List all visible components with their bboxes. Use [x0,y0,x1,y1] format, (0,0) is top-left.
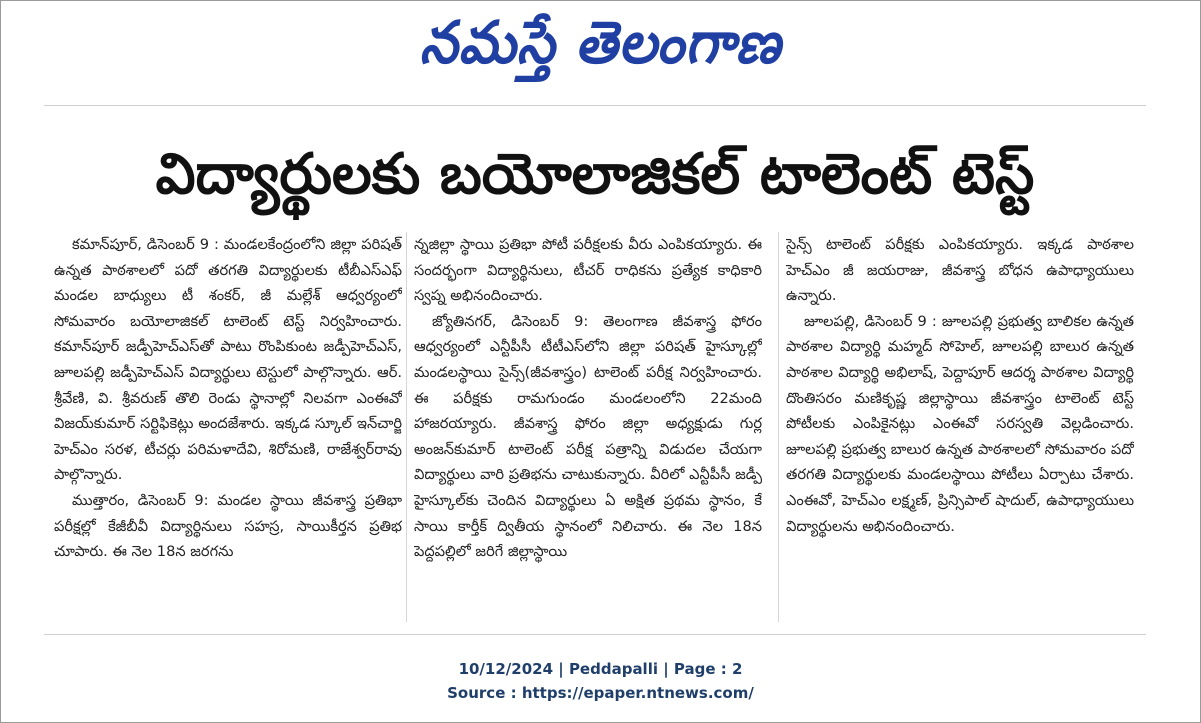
article-column-2 [414,232,762,624]
article-paragraph: జూలపల్లి, డిసెంబర్ 9 : జూలపల్లి ప్రభుత్వ బాలికల ఉన్నత పాఠశాల విద్యార్థి మహ్మద్ సోహెల్, జూలపల్లి బాలుర ఉన్నత పాఠశాల విద్యార్థి అభిలాష్, పెద్దాపూర్ ఆదర్శ పాఠశాల విద్యార్థి దొంతిసరం మణికృష్ణ జిల్లాస్థాయి జీవశాస్త్రం టాలెంట్ టెస్ట్ పోటీలకు ఎంపికైనట్లు ఎంఈవో సరస్వతి వెల్లడించారు. జూలపల్లి ప్రభుత్వ బాలుర ఉన్నత పాఠశాలలో సోమవారం పదో తరగతి విద్యార్థులకు మండలస్థాయి పోటీలు ఏర్పాటు చేశారు. ఎంఈవో, హెచ్‌ఎం లక్ష్మణ్, ప్రిన్సిపాల్ షాదుల్, ఉపాధ్యాయులు విద్యార్థులను అభినందించారు. [786,312,1134,535]
article-column-3 [786,232,1134,624]
article-paragraph: కమాన్‌పూర్, డిసెంబర్ 9 : మండలకేంద్రంలోని జిల్లా పరిషత్ ఉన్నత పాఠశాలలో పదో తరగతి విద్యార్థులకు టీబీఎస్‌ఎఫ్ మండల బాధ్యులు టీ శంకర్, జీ మల్లేశ్ ఆధ్వర్యంలో సోమవారం బయోలాజికల్ టాలెంట్ టెస్ట్ నిర్వహించారు. కమాన్‌పూర్ జడ్పీహెచ్‌ఎస్‌తో పాటు రొంపికుంట జడ్పీహెచ్‌ఎస్, జూలపల్లి జడ్పీహెచ్‌ఎస్ విద్యార్థులు టెస్టులో పాల్గొన్నారు. ఆర్. శ్రీవేణి, వి. శ్రీవరుణ్ తొలి రెండు స్థానాల్లో నిలవగా ఎంఈవో విజయ్‌కుమార్ సర్టిఫికెట్లు అందజేశారు. ఇక్కడ స్కూల్ ఇన్‌చార్జి హెచ్‌ఎం సరళ, టీచర్లు పరిమళాదేవి, శిరోమణి, రాజేశ్వర్‌రావు పాల్గొన్నారు. [54,236,402,484]
edition-info: 10/12/2024 | Peddapalli | Page : 2 [458,660,743,678]
source-link[interactable]: Source : https://epaper.ntnews.com/ [447,684,754,702]
column-divider [778,232,779,622]
article-paragraph: జ్యోతినగర్, డిసెంబర్ 9: తెలంగాణ జీవశాస్త్ర ఫోరం ఆధ్వర్యంలో ఎన్టీపీసీ టీటీఎస్‌లోని జిల్లా పరిషత్ హైస్కూల్లో మండలస్థాయి సైన్స్(జీవశాస్త్రం) టాలెంట్ పరీక్ష నిర్వహించారు. ఈ పరీక్షకు రామగుండం మండలంలోని 22మంది హాజరయ్యారు. జీవశాస్త్ర ఫోరం జిల్లా అధ్యక్షుడు గుర్ల అంజన్‌కుమార్ టాలెంట్ పరీక్ష పత్రాన్ని విడుదల చేయగా విద్యార్థులు వారి ప్రతిభను చాటుకున్నారు. వీరిలో ఎన్టీపీసీ జడ్పీ హైస్కూల్‌కు చెందిన విద్యార్థులు ఏ అక్షిత ప్రథమ స్థానం, కే సాయి కార్తీక్ ద్వితీయ స్థానంలో నిలిచారు. ఈ నెల 18న పెద్దపల్లిలో జరిగే జిల్లాస్థాయి [414,312,762,561]
column-divider [406,232,407,622]
article-paragraph: సైన్స్ టాలెంట్ పరీక్షకు ఎంపికయ్యారు. ఇక్కడ పాఠశాల హెచ్‌ఎం జీ జయరాజు, జీవశాస్త్ర బోధన ఉపాధ్యాయులు ఉన్నారు. [786,236,1134,305]
top-divider [44,105,1146,106]
article-headline: విద్యార్థులకు బయోలాజికల్ టాలెంట్ టెస్ట్ [155,142,1035,207]
bottom-divider [44,634,1146,635]
masthead [0,4,1201,84]
article-body [40,232,1150,624]
article-paragraph: న్నజిల్లా స్థాయి ప్రతిభా పోటీ పరీక్షలకు వీరు ఎంపికయ్యారు. ఈ సందర్భంగా విద్యార్థినులు, టీచర్ రాధికను ప్రత్యేక కాధికారి స్వప్న అభినందించారు. [414,236,762,305]
article-paragraph: ముత్తారం, డిసెంబర్ 9: మండల స్థాయి జీవశాస్త్ర ప్రతిభా పరీక్షల్లో కేజీబీవీ విద్యార్థినులు సహస్ర, సాయికీర్తన ప్రతిభ చూపారు. ఈ నెల 18న జరగను [54,491,402,561]
article-column-1 [54,232,402,624]
newspaper-logo: నమస్తే తెలంగాణ [419,8,782,77]
